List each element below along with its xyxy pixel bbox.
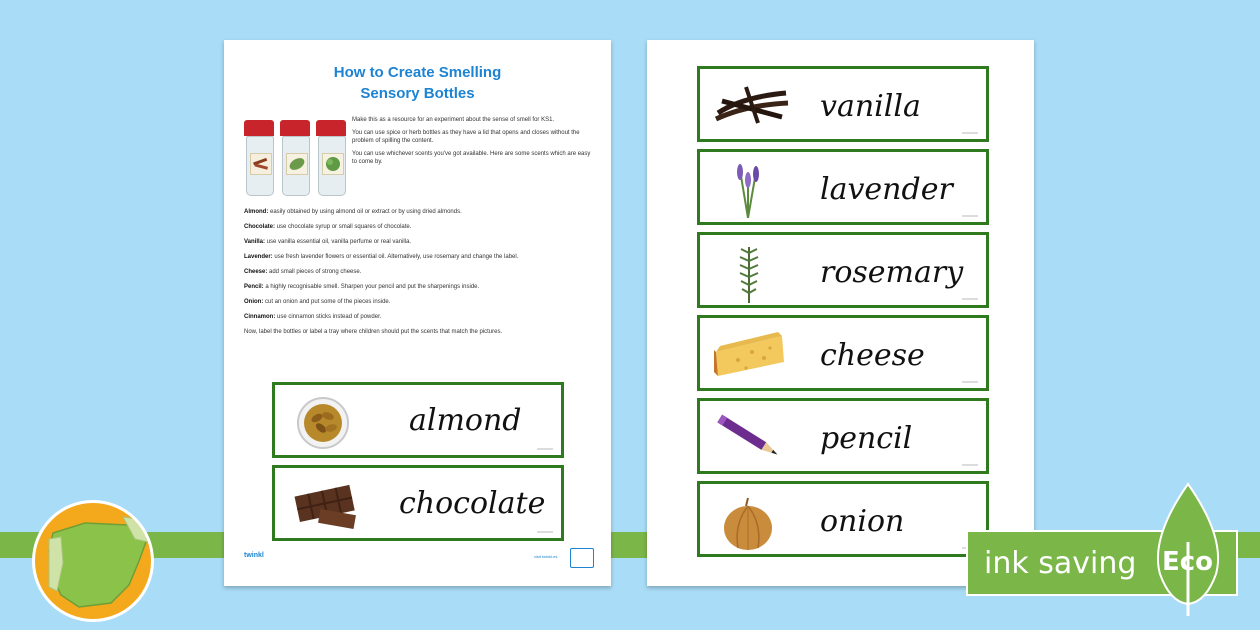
lavender-icon	[730, 162, 766, 225]
word-card-lavender	[697, 149, 989, 225]
list-item: Onion: cut an onion and put some of the pieces inside.	[244, 299, 391, 305]
word-card-chocolate	[272, 465, 564, 541]
spice-bottle-bay-leaf	[280, 120, 310, 196]
closing-text: Now, label the bottles or label a tray where children should put the scents that match the pictures.	[244, 329, 503, 335]
spice-bottle-herbs	[316, 120, 346, 196]
card-word: onion	[820, 504, 905, 539]
pencil-icon	[712, 411, 788, 470]
spain-map-icon	[32, 500, 154, 622]
list-item: Vanilla: use vanilla essential oil, vanilla perfume or real vanilla.	[244, 239, 412, 245]
spice-bottle-cinnamon	[244, 120, 274, 196]
word-card-almond	[272, 382, 564, 458]
word-card-rosemary	[697, 232, 989, 308]
scent-list	[244, 208, 592, 343]
word-card-onion	[697, 481, 989, 557]
list-item: Almond: easily obtained by using almond oil or extract or by using dried almonds.	[244, 209, 462, 215]
word-card-pencil	[697, 398, 989, 474]
cheese-icon	[712, 328, 788, 387]
word-card-cheese	[697, 315, 989, 391]
list-item: Chocolate: use chocolate syrup or small squares of chocolate.	[244, 224, 412, 230]
worksheet-page-2	[647, 40, 1034, 586]
card-word: cheese	[820, 338, 925, 373]
list-item: Cinnamon: use cinnamon sticks instead of powder.	[244, 314, 382, 320]
card-word: chocolate	[399, 486, 546, 521]
intro-text: Make this as a resource for an experiment about the sense of smell for KS1. You can use spice or herb bottles as they have a lid that opens and closes without the problem of spilling the content. You can use whichever scents you've got available. Here are some scents which are easy to come by.	[352, 117, 591, 165]
list-item: Cheese: add small pieces of strong cheese.	[244, 269, 362, 275]
footer-link-text: visit twinkl.es	[534, 554, 558, 559]
eco-label: Eco	[1162, 547, 1214, 577]
spice-bottles-image	[244, 120, 346, 196]
card-word: lavender	[820, 172, 953, 207]
worksheet-page-1	[224, 40, 611, 586]
card-word: rosemary	[820, 255, 964, 290]
word-card-vanilla	[697, 66, 989, 142]
card-word: pencil	[820, 421, 913, 456]
vanilla-pod-icon	[712, 79, 792, 138]
footer-badge-icon	[570, 548, 594, 568]
list-item: Lavender: use fresh lavender flowers or essential oil. Alternatively, use rosemary and change the label.	[244, 254, 519, 260]
twinkl-logo: twinkl	[244, 552, 264, 559]
page-title: How to Create Smelling Sensory Bottles	[333, 64, 502, 102]
list-item: Pencil: a highly recognisable smell. Sharpen your pencil and put the sharpenings inside.	[244, 284, 480, 290]
ink-saving-label: ink saving	[984, 546, 1137, 581]
onion-icon	[720, 494, 776, 557]
almond-bowl-icon	[295, 397, 351, 454]
card-word: almond	[409, 403, 522, 438]
card-word: vanilla	[820, 89, 921, 124]
rosemary-icon	[734, 245, 764, 310]
chocolate-icon	[289, 480, 365, 535]
